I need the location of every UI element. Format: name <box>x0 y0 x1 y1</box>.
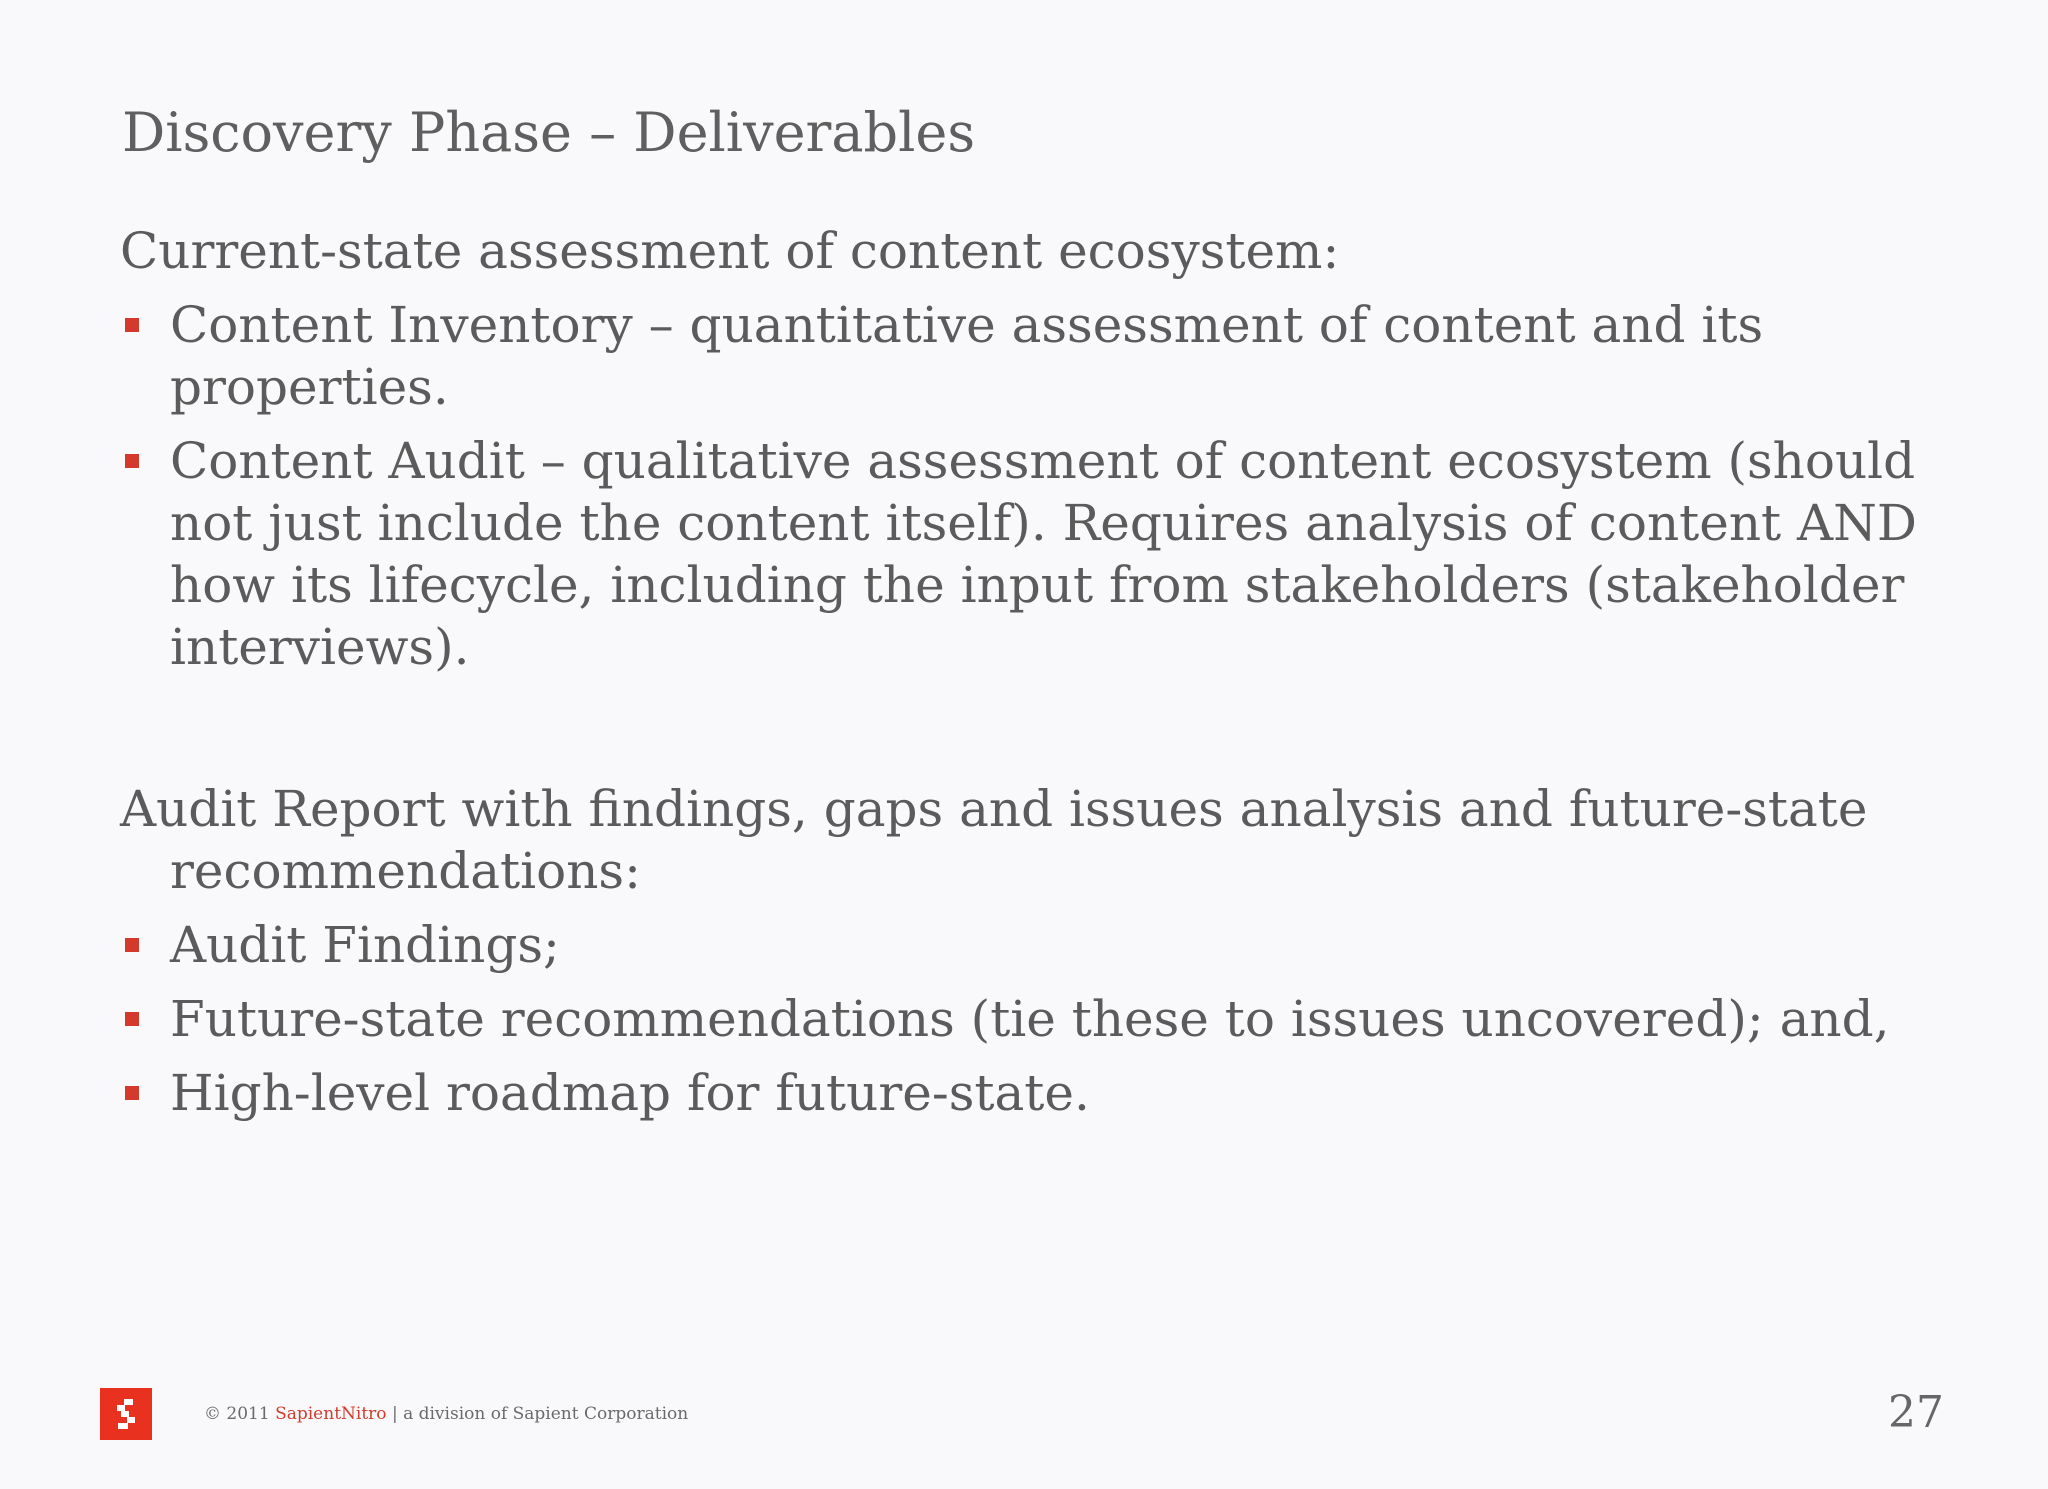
bullet-item <box>120 1062 1920 1124</box>
bullet-item <box>120 294 1920 418</box>
bullet-list <box>120 294 1920 678</box>
section <box>120 778 1920 1124</box>
bullet-item <box>120 914 1920 976</box>
bullet-item <box>120 430 1920 678</box>
division-text: | a division of Sapient Corporation <box>391 1404 689 1424</box>
section <box>120 220 1920 678</box>
section-heading: Audit Report with findings, gaps and issues analysis and future-state recommendations: <box>120 780 1868 900</box>
bullet-text: High-level roadmap for future-state. <box>170 1064 1090 1122</box>
brand-name: SapientNitro <box>275 1404 387 1424</box>
footer-copyright <box>204 1402 688 1426</box>
square-bullet-icon <box>125 1012 139 1026</box>
slide-title: Discovery Phase – Deliverables <box>122 101 976 164</box>
square-bullet-icon <box>125 938 139 952</box>
square-bullet-icon <box>125 454 139 468</box>
bullet-text: Content Inventory – quantitative assessment of content and its properties. <box>170 296 1764 416</box>
slide-body <box>120 220 1920 1136</box>
bullet-text: Audit Findings; <box>170 916 560 974</box>
sapientnitro-logo-icon <box>100 1388 152 1440</box>
bullet-list <box>120 914 1920 1124</box>
square-bullet-icon <box>125 1086 139 1100</box>
bullet-text: Future-state recommendations (tie these to issues uncovered); and, <box>170 990 1890 1048</box>
copyright-text: © 2011 <box>204 1404 270 1424</box>
page-number: 27 <box>1888 1387 1944 1438</box>
bullet-item <box>120 988 1920 1050</box>
section-heading: Current-state assessment of content ecosystem: <box>120 222 1340 280</box>
bullet-text: Content Audit – qualitative assessment of content ecosystem (should not just include the content itself). Requires analysis of content AND how its lifecycle, including the input from stakeholders (stakeholder interviews). <box>170 432 1917 676</box>
square-bullet-icon <box>125 318 139 332</box>
